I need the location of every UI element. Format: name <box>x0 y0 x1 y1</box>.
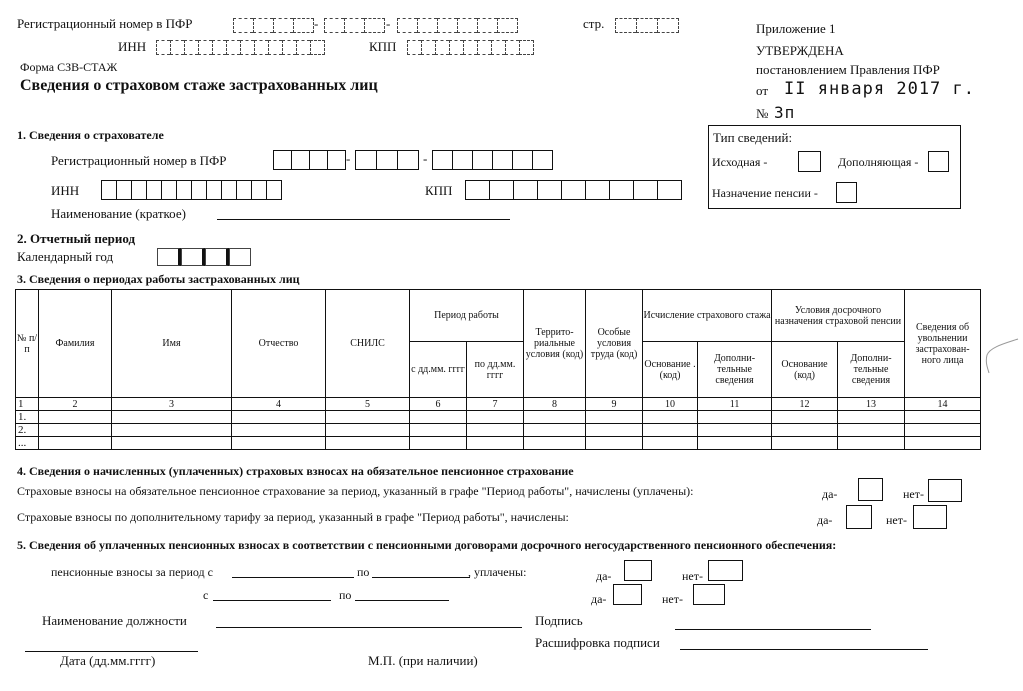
col-calc-basis-header: Основание . (код) <box>643 342 698 398</box>
number-prefix: № <box>756 106 769 121</box>
page-label: стр. <box>583 16 605 31</box>
col-calc-header: Исчисление страхового стажа <box>643 290 772 342</box>
info-type-original-label: Исходная - <box>712 155 768 169</box>
inn-cells-top[interactable] <box>156 40 325 55</box>
reg-number-cells-3[interactable] <box>397 18 518 33</box>
col-period-header: Период работы <box>410 290 524 342</box>
kpp-cells-top[interactable] <box>407 40 534 55</box>
resolution-date: II января 2017 г. <box>784 79 975 99</box>
section5-line1-yes-label: да- <box>596 569 612 583</box>
col-territorial-header: Террито- риальные условия (код) <box>524 290 586 398</box>
section5-from-field-2[interactable] <box>213 600 331 601</box>
col-patronymic-header: Отчество <box>232 290 326 398</box>
section5-by-label-2: по <box>339 588 352 602</box>
section5-line2-no-checkbox[interactable] <box>693 584 725 605</box>
section3-title: 3. Сведения о периодах работы застрахованных лиц <box>17 272 300 286</box>
section1-inn-label: ИНН <box>51 183 80 198</box>
reg-number-cells-1[interactable] <box>233 18 314 33</box>
section5-line1-yes-checkbox[interactable] <box>624 560 652 581</box>
section4-line1-yes-checkbox[interactable] <box>858 478 883 501</box>
stamp-label: М.П. (при наличии) <box>368 653 478 668</box>
kpp-label-top: КПП <box>369 39 397 54</box>
section1-reg-cells-2[interactable] <box>355 150 419 170</box>
date-field[interactable] <box>25 651 198 652</box>
info-type-supplementary-checkbox[interactable] <box>928 151 949 172</box>
page-title: Сведения о страховом стаже застрахованных лиц <box>20 77 378 94</box>
section4-line2-no-label: нет- <box>886 513 907 527</box>
col-num-header: № п/п <box>16 290 39 398</box>
resolution-number: 3п <box>774 103 796 122</box>
col-number-row: 1 2 3 4 5 6 7 8 9 10 11 12 13 14 <box>16 398 981 411</box>
reg-number-cells-2[interactable] <box>324 18 385 33</box>
section2-year-cells[interactable] <box>157 248 251 266</box>
approved-label: УТВЕРЖДЕНА <box>756 43 844 58</box>
inn-label-top: ИНН <box>118 39 147 54</box>
section5-to-field-1[interactable] <box>372 577 470 578</box>
margin-mark-icon <box>984 335 1020 375</box>
info-type-pension-label: Назначение пенсии - <box>712 186 818 200</box>
section4-line2-no-checkbox[interactable] <box>913 505 947 529</box>
table-row[interactable]: 1. <box>16 411 981 424</box>
section4-line1-yes-label: да- <box>822 487 838 501</box>
col-from-header: с дд.мм. гггг <box>410 342 467 398</box>
form-name: Форма СЗВ-СТАЖ <box>20 60 118 74</box>
section5-line2-yes-label: да- <box>591 592 607 606</box>
section5-line2-no-label: нет- <box>662 592 683 606</box>
section5-from-label-2: с <box>203 588 209 602</box>
col-surname-header: Фамилия <box>39 290 112 398</box>
section1-reg-cells-1[interactable] <box>273 150 346 170</box>
col-to-header: по дд.мм. гггг <box>467 342 524 398</box>
section4-line1-no-checkbox[interactable] <box>928 479 962 502</box>
section5-line1-no-label: нет- <box>682 569 703 583</box>
section5-paid-label: , уплачены: <box>468 565 527 579</box>
table-row[interactable]: 2. <box>16 424 981 437</box>
section1-kpp-label: КПП <box>425 183 453 198</box>
section2-title: 2. Отчетный период <box>17 231 136 246</box>
signature-decode-label: Расшифровка подписи <box>535 635 660 650</box>
col-dismissal-header: Сведения об увольнении застрахован- ного лица <box>905 290 981 398</box>
position-field[interactable] <box>216 627 522 628</box>
section5-by-label-1: по <box>357 565 370 579</box>
section1-reg-cells-3[interactable] <box>432 150 553 170</box>
section5-from-field-1[interactable] <box>232 577 354 578</box>
col-calc-extra-header: Дополни- тельные сведения <box>698 342 772 398</box>
col-early-header: Условия досрочного назначения страховой пенсии <box>772 290 905 342</box>
section1-name-label: Наименование (краткое) <box>51 206 186 221</box>
col-early-extra-header: Дополни- тельные сведения <box>838 342 905 398</box>
section4-line2: Страховые взносы по дополнительному тарифу за период, указанный в графе "Период работы", начислены: <box>17 510 569 524</box>
col-special-header: Особые условия труда (код) <box>586 290 643 398</box>
section5-to-field-2[interactable] <box>355 600 449 601</box>
section5-title: 5. Сведения об уплаченных пенсионных взносах в соответствии с пенсионными договорами досрочного негосударственного пенсионного обеспечения: <box>17 538 837 552</box>
info-type-supplementary-label: Дополняющая - <box>838 155 919 169</box>
section5-line2-yes-checkbox[interactable] <box>613 584 642 605</box>
signature-decode-field[interactable] <box>680 649 928 650</box>
section4-line2-yes-label: да- <box>817 513 833 527</box>
date-label: Дата (дд.мм.гггг) <box>60 653 156 668</box>
resolution-label: постановлением Правления ПФР <box>756 62 940 77</box>
col-early-basis-header: Основание (код) <box>772 342 838 398</box>
appendix-label: Приложение 1 <box>756 21 836 36</box>
info-type-pension-checkbox[interactable] <box>836 182 857 203</box>
resolution-from: от <box>756 83 769 98</box>
col-name-header: Имя <box>112 290 232 398</box>
section1-title: 1. Сведения о страхователе <box>17 128 164 142</box>
signature-field[interactable] <box>675 629 871 630</box>
reg-number-label: Регистрационный номер в ПФР <box>17 16 193 31</box>
section5-line1-prefix: пенсионные взносы за период с <box>51 565 213 579</box>
col-snils-header: СНИЛС <box>326 290 410 398</box>
section1-inn-cells[interactable] <box>101 180 282 200</box>
section1-name-field[interactable] <box>217 219 510 220</box>
section1-reg-label: Регистрационный номер в ПФР <box>51 153 227 168</box>
table-row[interactable]: ... <box>16 437 981 450</box>
section1-kpp-cells[interactable] <box>465 180 682 200</box>
section4-line1-no-label: нет- <box>903 487 924 501</box>
work-periods-table <box>15 289 981 450</box>
signature-label: Подпись <box>535 613 583 628</box>
section4-title: 4. Сведения о начисленных (уплаченных) страховых взносах на обязательное пенсионное страхование <box>17 464 574 478</box>
section4-line1: Страховые взносы на обязательное пенсионное страхование за период, указанный в графе "Период работы", начислены (уплачены): <box>17 484 694 498</box>
info-type-title: Тип сведений: <box>713 130 793 145</box>
info-type-original-checkbox[interactable] <box>798 151 821 172</box>
section5-line1-no-checkbox[interactable] <box>708 560 743 581</box>
section2-year-label: Календарный год <box>17 249 114 264</box>
section4-line2-yes-checkbox[interactable] <box>846 505 872 529</box>
position-label: Наименование должности <box>42 613 187 628</box>
page-cells[interactable] <box>615 18 679 33</box>
